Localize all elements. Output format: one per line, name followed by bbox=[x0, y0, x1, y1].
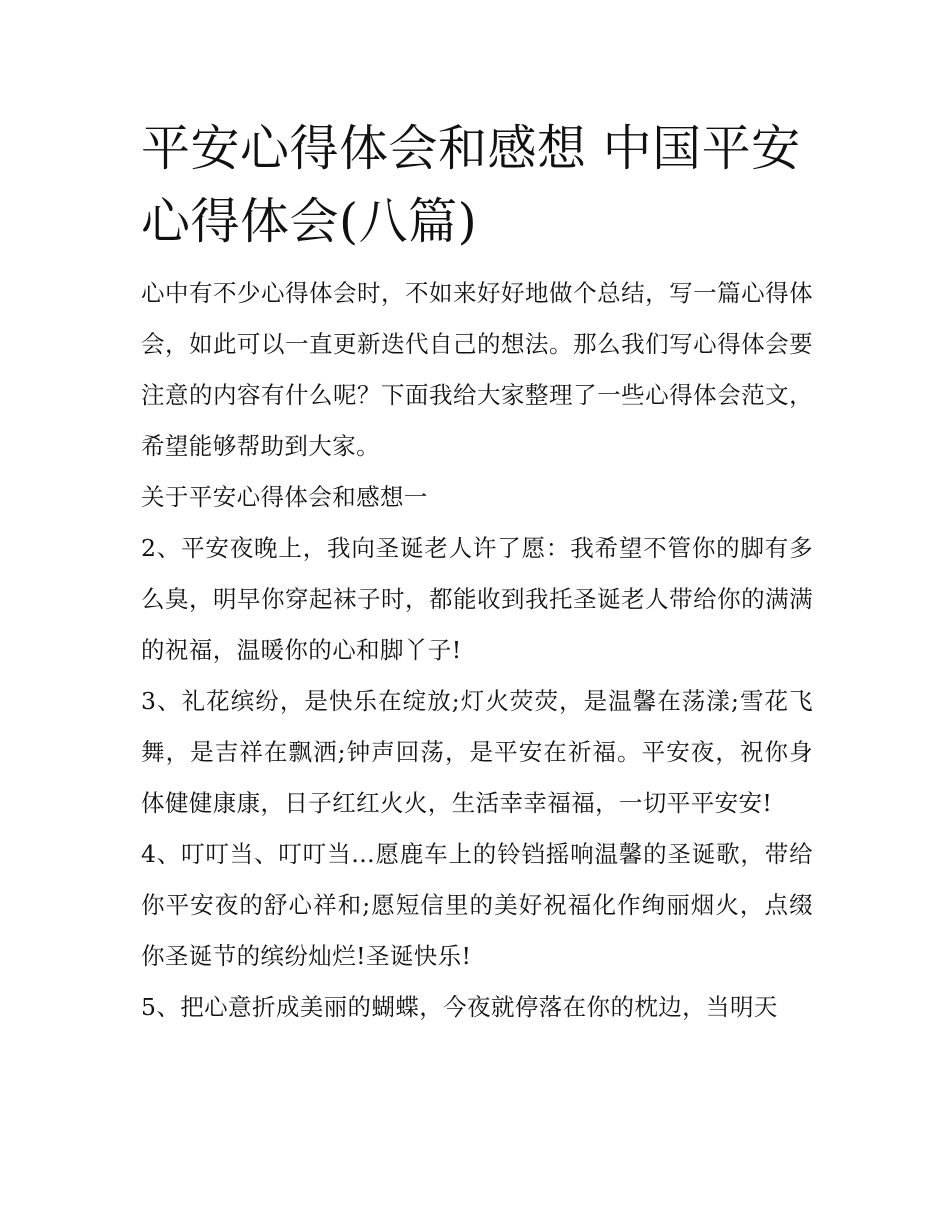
list-item-5: 5、把心意折成美丽的蝴蝶，今夜就停落在你的枕边，当明天 bbox=[141, 993, 778, 1021]
document-body bbox=[141, 112, 813, 1033]
document-title: 平安心得体会和感想 中国平安心得体会(八篇) bbox=[141, 120, 801, 250]
section-heading: 关于平安心得体会和感想一 bbox=[141, 483, 428, 511]
list-item-3: 3、礼花缤纷，是快乐在绽放;灯火荧荧，是温馨在荡漾;雪花飞舞，是吉祥在飘洒;钟声回荡，是平安在祈福。平安夜，祝你身体健健康康，日子红红火火，生活幸幸福福，一切平平安安! bbox=[141, 687, 813, 817]
intro-paragraph: 心中有不少心得体会时，不如来好好地做个总结，写一篇心得体会，如此可以一直更新迭代自己的想法。那么我们写心得体会要注意的内容有什么呢？下面我给大家整理了一些心得体会范文，希望能够帮助到大家。 bbox=[141, 279, 813, 460]
list-item-4: 4、叮叮当、叮叮当...愿鹿车上的铃铛摇响温馨的圣诞歌，带给你平安夜的舒心祥和;愿短信里的美好祝福化作绚丽烟火，点缀你圣诞节的缤纷灿烂!圣诞快乐! bbox=[141, 840, 813, 970]
list-item-2: 2、平安夜晚上，我向圣诞老人许了愿：我希望不管你的脚有多么臭，明早你穿起袜子时，都能收到我托圣诞老人带给你的满满的祝福，温暖你的心和脚丫子! bbox=[141, 534, 813, 664]
